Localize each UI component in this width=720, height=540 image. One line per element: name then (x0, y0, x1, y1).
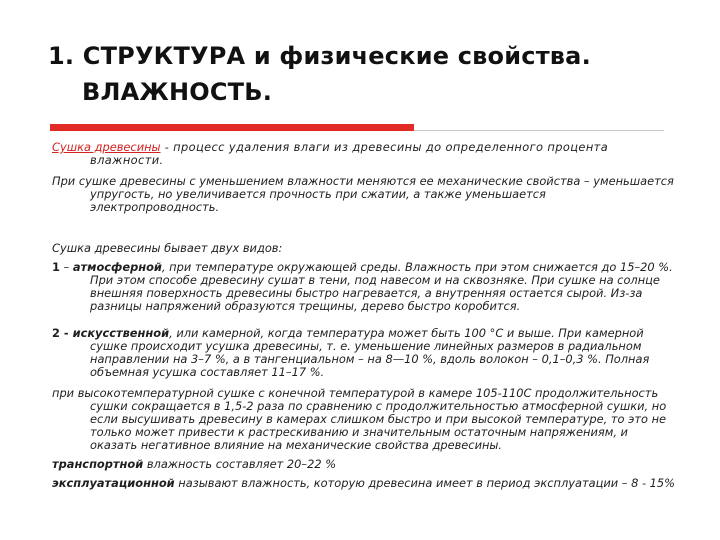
term-operational: эксплуатационной (52, 476, 175, 490)
slide-title (48, 38, 698, 110)
paragraph-definition (52, 141, 676, 167)
high-temp-text: при высокотемпературной сушке с конечной температурой в камере 105-110С продолжительность сушки сокращается в 1,5-2 раза по сравнению с продолжительностью атмосферной сушки, но если высушивать древесину в камерах слишком быстро и при высокой температуре, то это не только может привести к растрескиванию и значительным остаточным напряжениям, и оказать негативное влияние на механические свойства древесины. (52, 386, 667, 452)
slide-body (52, 141, 676, 490)
types-intro-text: Сушка древесины бывает двух видов: (52, 241, 283, 255)
type-1-dash: – (59, 260, 73, 274)
paragraph-types-intro (52, 242, 676, 255)
paragraph-transport (52, 458, 676, 471)
operational-text: называют влажность, которую древесина имеет в период эксплуатации – 8 - 15% (174, 476, 676, 490)
title-line-2: ВЛАЖНОСТЬ. (82, 78, 273, 106)
type-1-text: , при температуре окружающей среды. Влажность при этом снижается до 15–20 %. При этом способе древесину сушат в тени, под навесом и на сквозняке. При сушке на солнце внешняя поверхность древесины быстро нагревается, а внутренняя остается сырой. Из-за разницы напряжений образуются трещины, дерево быстро коробится. (90, 260, 673, 313)
term-drying: Сушка древесины (52, 140, 161, 154)
title-line-1: 1. СТРУКТУРА и физические свойства. (48, 42, 591, 70)
term-atmospheric: атмосферной (72, 260, 162, 274)
paragraph-type-2 (52, 327, 676, 379)
type-1-number: 1 (52, 260, 60, 274)
transport-text: влажность составляет 20–22 % (143, 457, 337, 471)
type-2-text: , или камерной, когда температура может быть 100 °С и выше. При камерной сушке происходит усушка древесины, т. е. уменьшение линейных размеров в радиальном направлении на 3–7 %, а в тангенциальном – на 8—10 %, вдоль волокон – 0,1–0,3 %. Полная объемная усушка составляет 11–17 %. (90, 326, 650, 379)
term-artificial: искусственной (72, 326, 170, 340)
title-accent-bar (50, 124, 414, 131)
title-divider-line (414, 130, 664, 131)
term-transport: транспортной (52, 457, 144, 471)
type-2-number: 2 - (52, 326, 73, 340)
definition-text: - процесс удаления влаги из древесины до определенного процента влажности. (90, 140, 609, 167)
paragraph-properties (52, 175, 676, 214)
paragraph-type-1 (52, 261, 676, 313)
properties-text: При сушке древесины с уменьшением влажности меняются ее механические свойства – уменьшается упругость, но увеличивается прочность при сжатии, а также уменьшается электропроводность. (52, 174, 674, 214)
paragraph-high-temp (52, 387, 676, 452)
paragraph-operational (52, 477, 676, 490)
